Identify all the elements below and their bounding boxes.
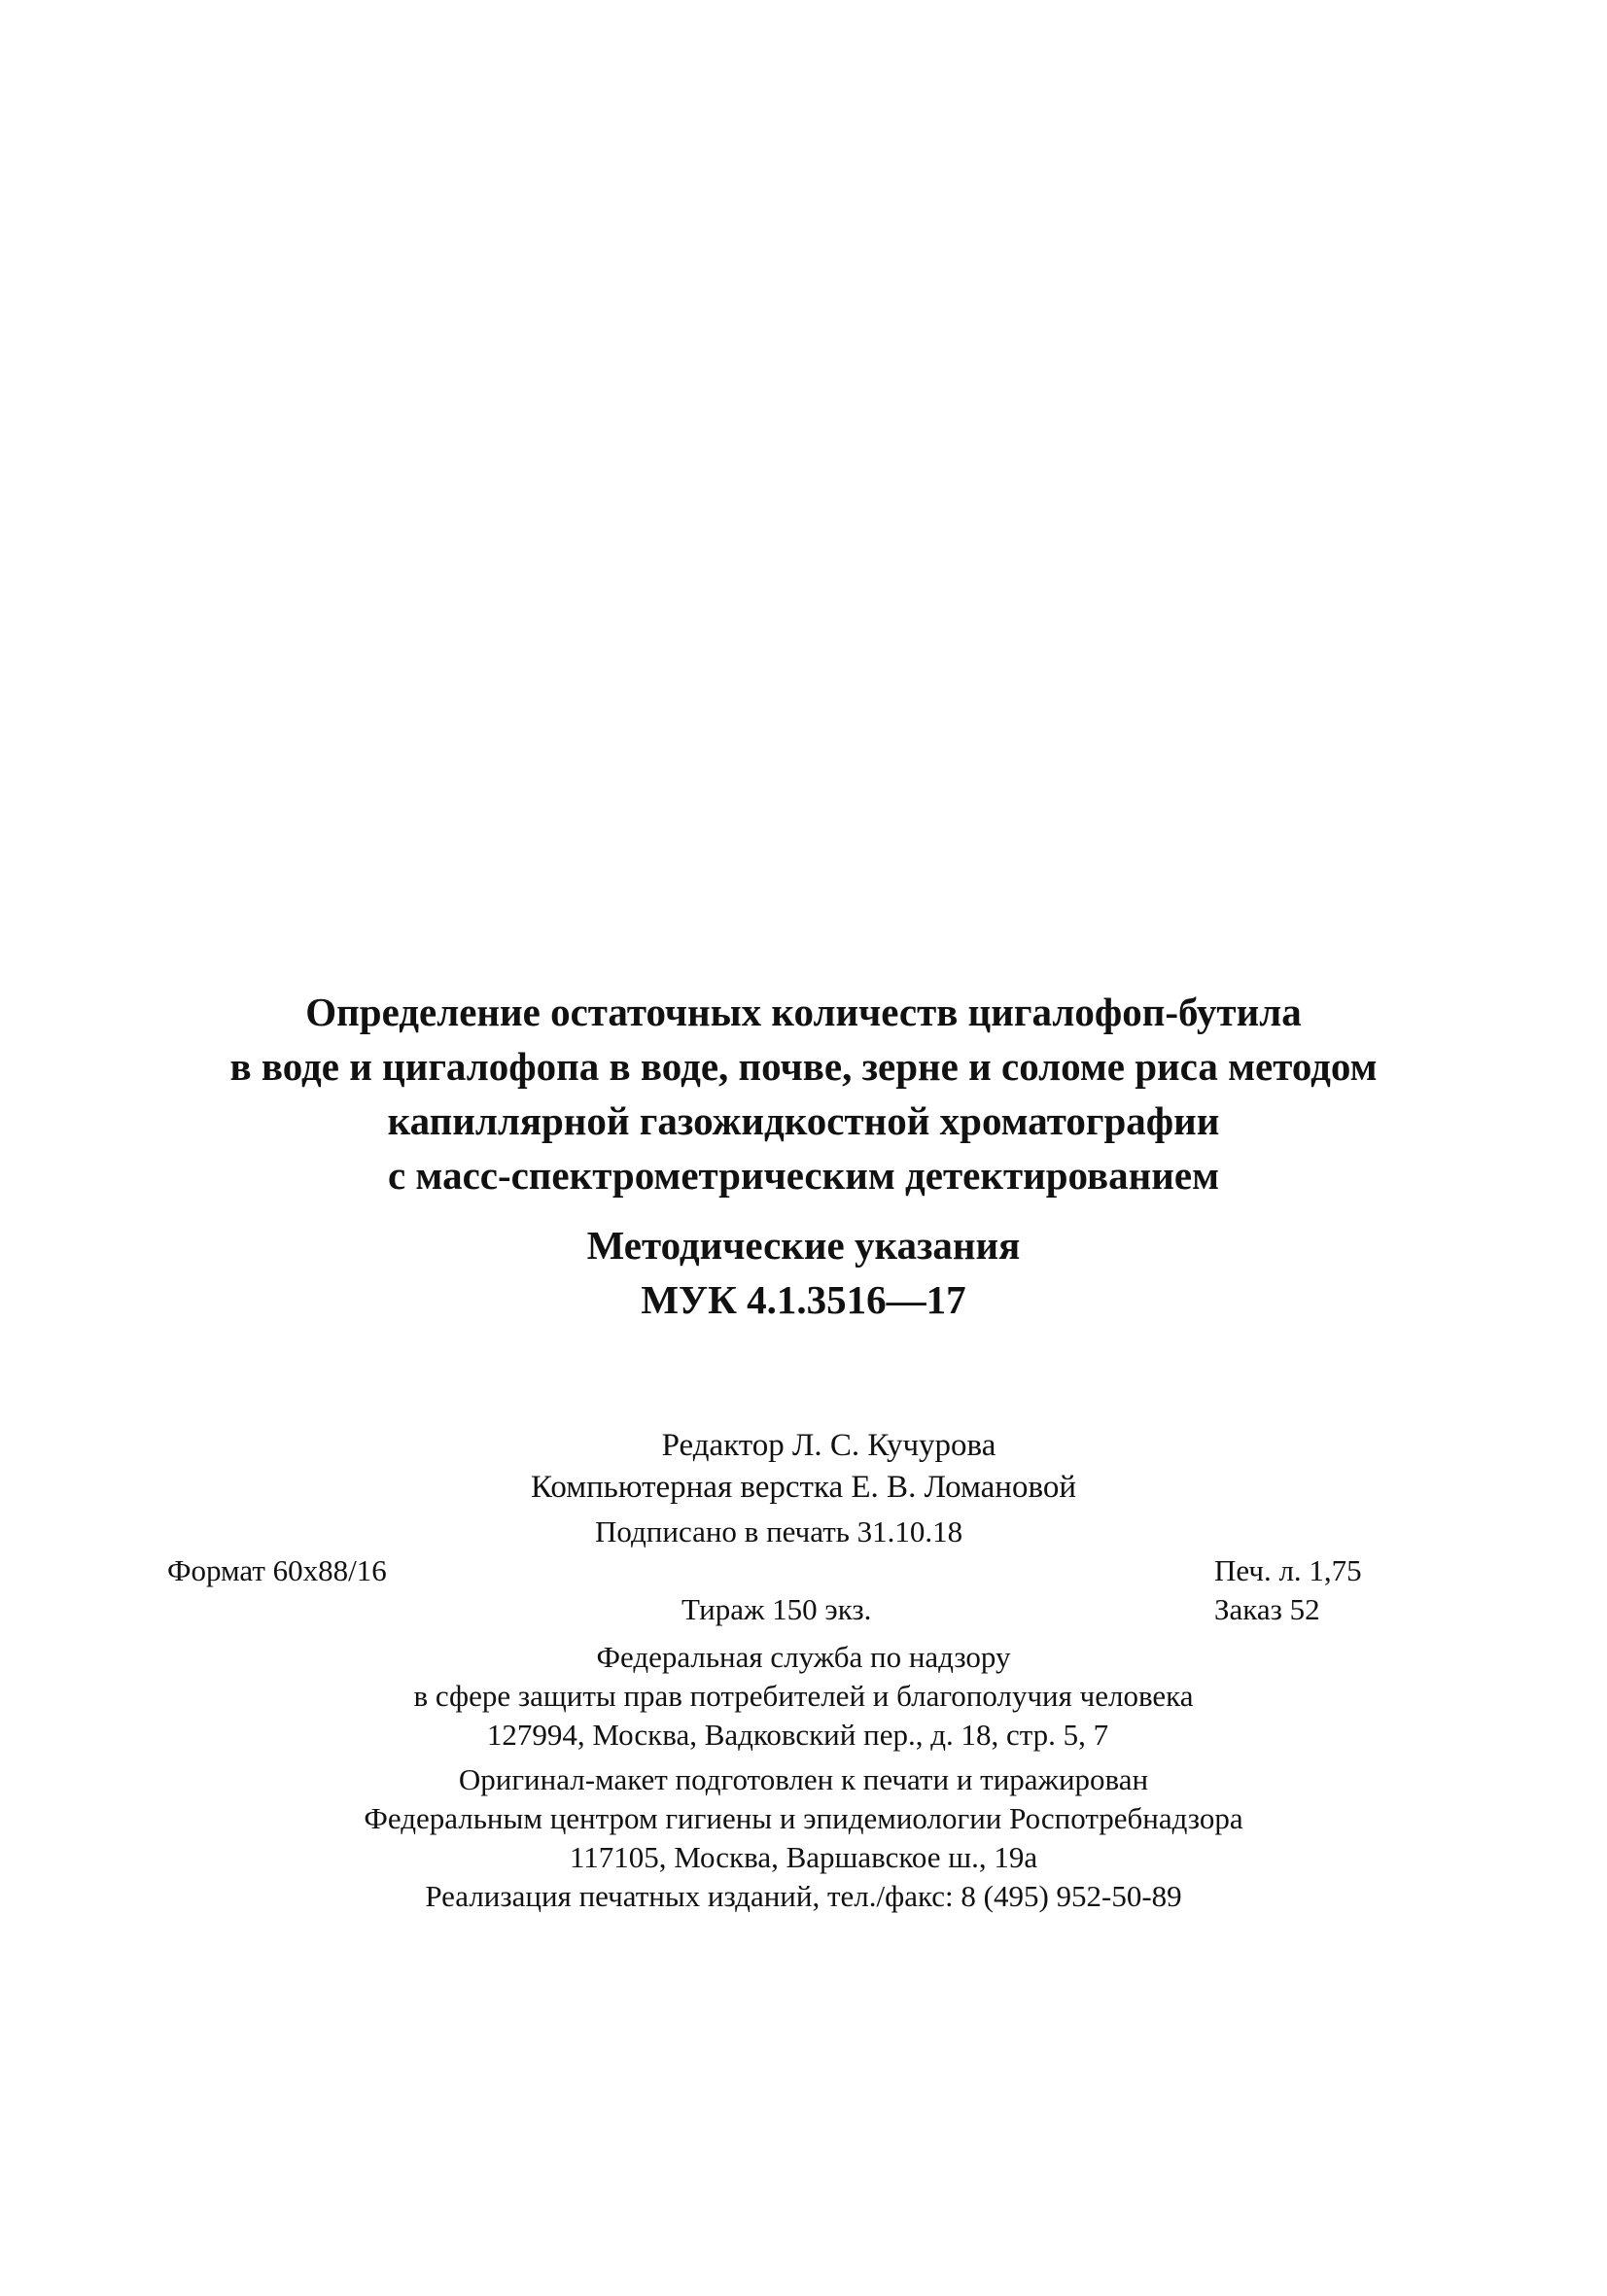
printed-sheets: Печ. л. 1,75 [1214,1553,1362,1587]
document-kind: Методические указания [586,1223,1021,1268]
title-line-2: в воде и цигалофопа в воде, почве, зерне и соломе риса методом [229,1044,1378,1089]
editor-credit: Редактор Л. С. Кучурова [661,1428,996,1463]
document-code: МУК 4.1.3516—17 [641,1277,966,1322]
title-line-1: Определение остаточных количеств цигалофоп-бутила [305,990,1302,1034]
publisher-info [0,1760,1607,1916]
publisher-contact: Реализация печатных изданий, тел./факс: 8 (495) 952-50-89 [425,1879,1182,1913]
agency-line-1: Федеральная служба по надзору [596,1640,1011,1674]
document-title [0,985,1607,1202]
order-number: Заказ 52 [1214,1592,1320,1626]
title-line-4: с масс-спектрометрическим детектированием [387,1153,1220,1198]
agency-address: 127994, Москва, Вадковский пер., д. 18, стр. 5, 7 [486,1718,1109,1752]
publisher-line-2: Федеральным центром гигиены и эпидемиологии Роспотребнадзора [364,1801,1243,1835]
publisher-address: 117105, Москва, Варшавское ш., 19а [569,1840,1038,1874]
signed-date: Подписано в печать 31.10.18 [595,1514,963,1548]
layout-credit: Компьютерная верстка Е. В. Ломановой [531,1470,1076,1505]
credits [0,1425,1607,1509]
paper-format: Формат 60x88/16 [167,1553,387,1587]
document-subtitle [0,1218,1607,1327]
agency-line-2: в сфере защиты прав потребителей и благополучия человека [413,1679,1194,1713]
agency-info [0,1638,1607,1755]
publisher-line-1: Оригинал-макет подготовлен к печати и тиражирован [458,1762,1149,1796]
print-run: Тираж 150 экз. [681,1592,872,1626]
title-line-3: капиллярной газожидкостной хроматографии [387,1098,1220,1143]
